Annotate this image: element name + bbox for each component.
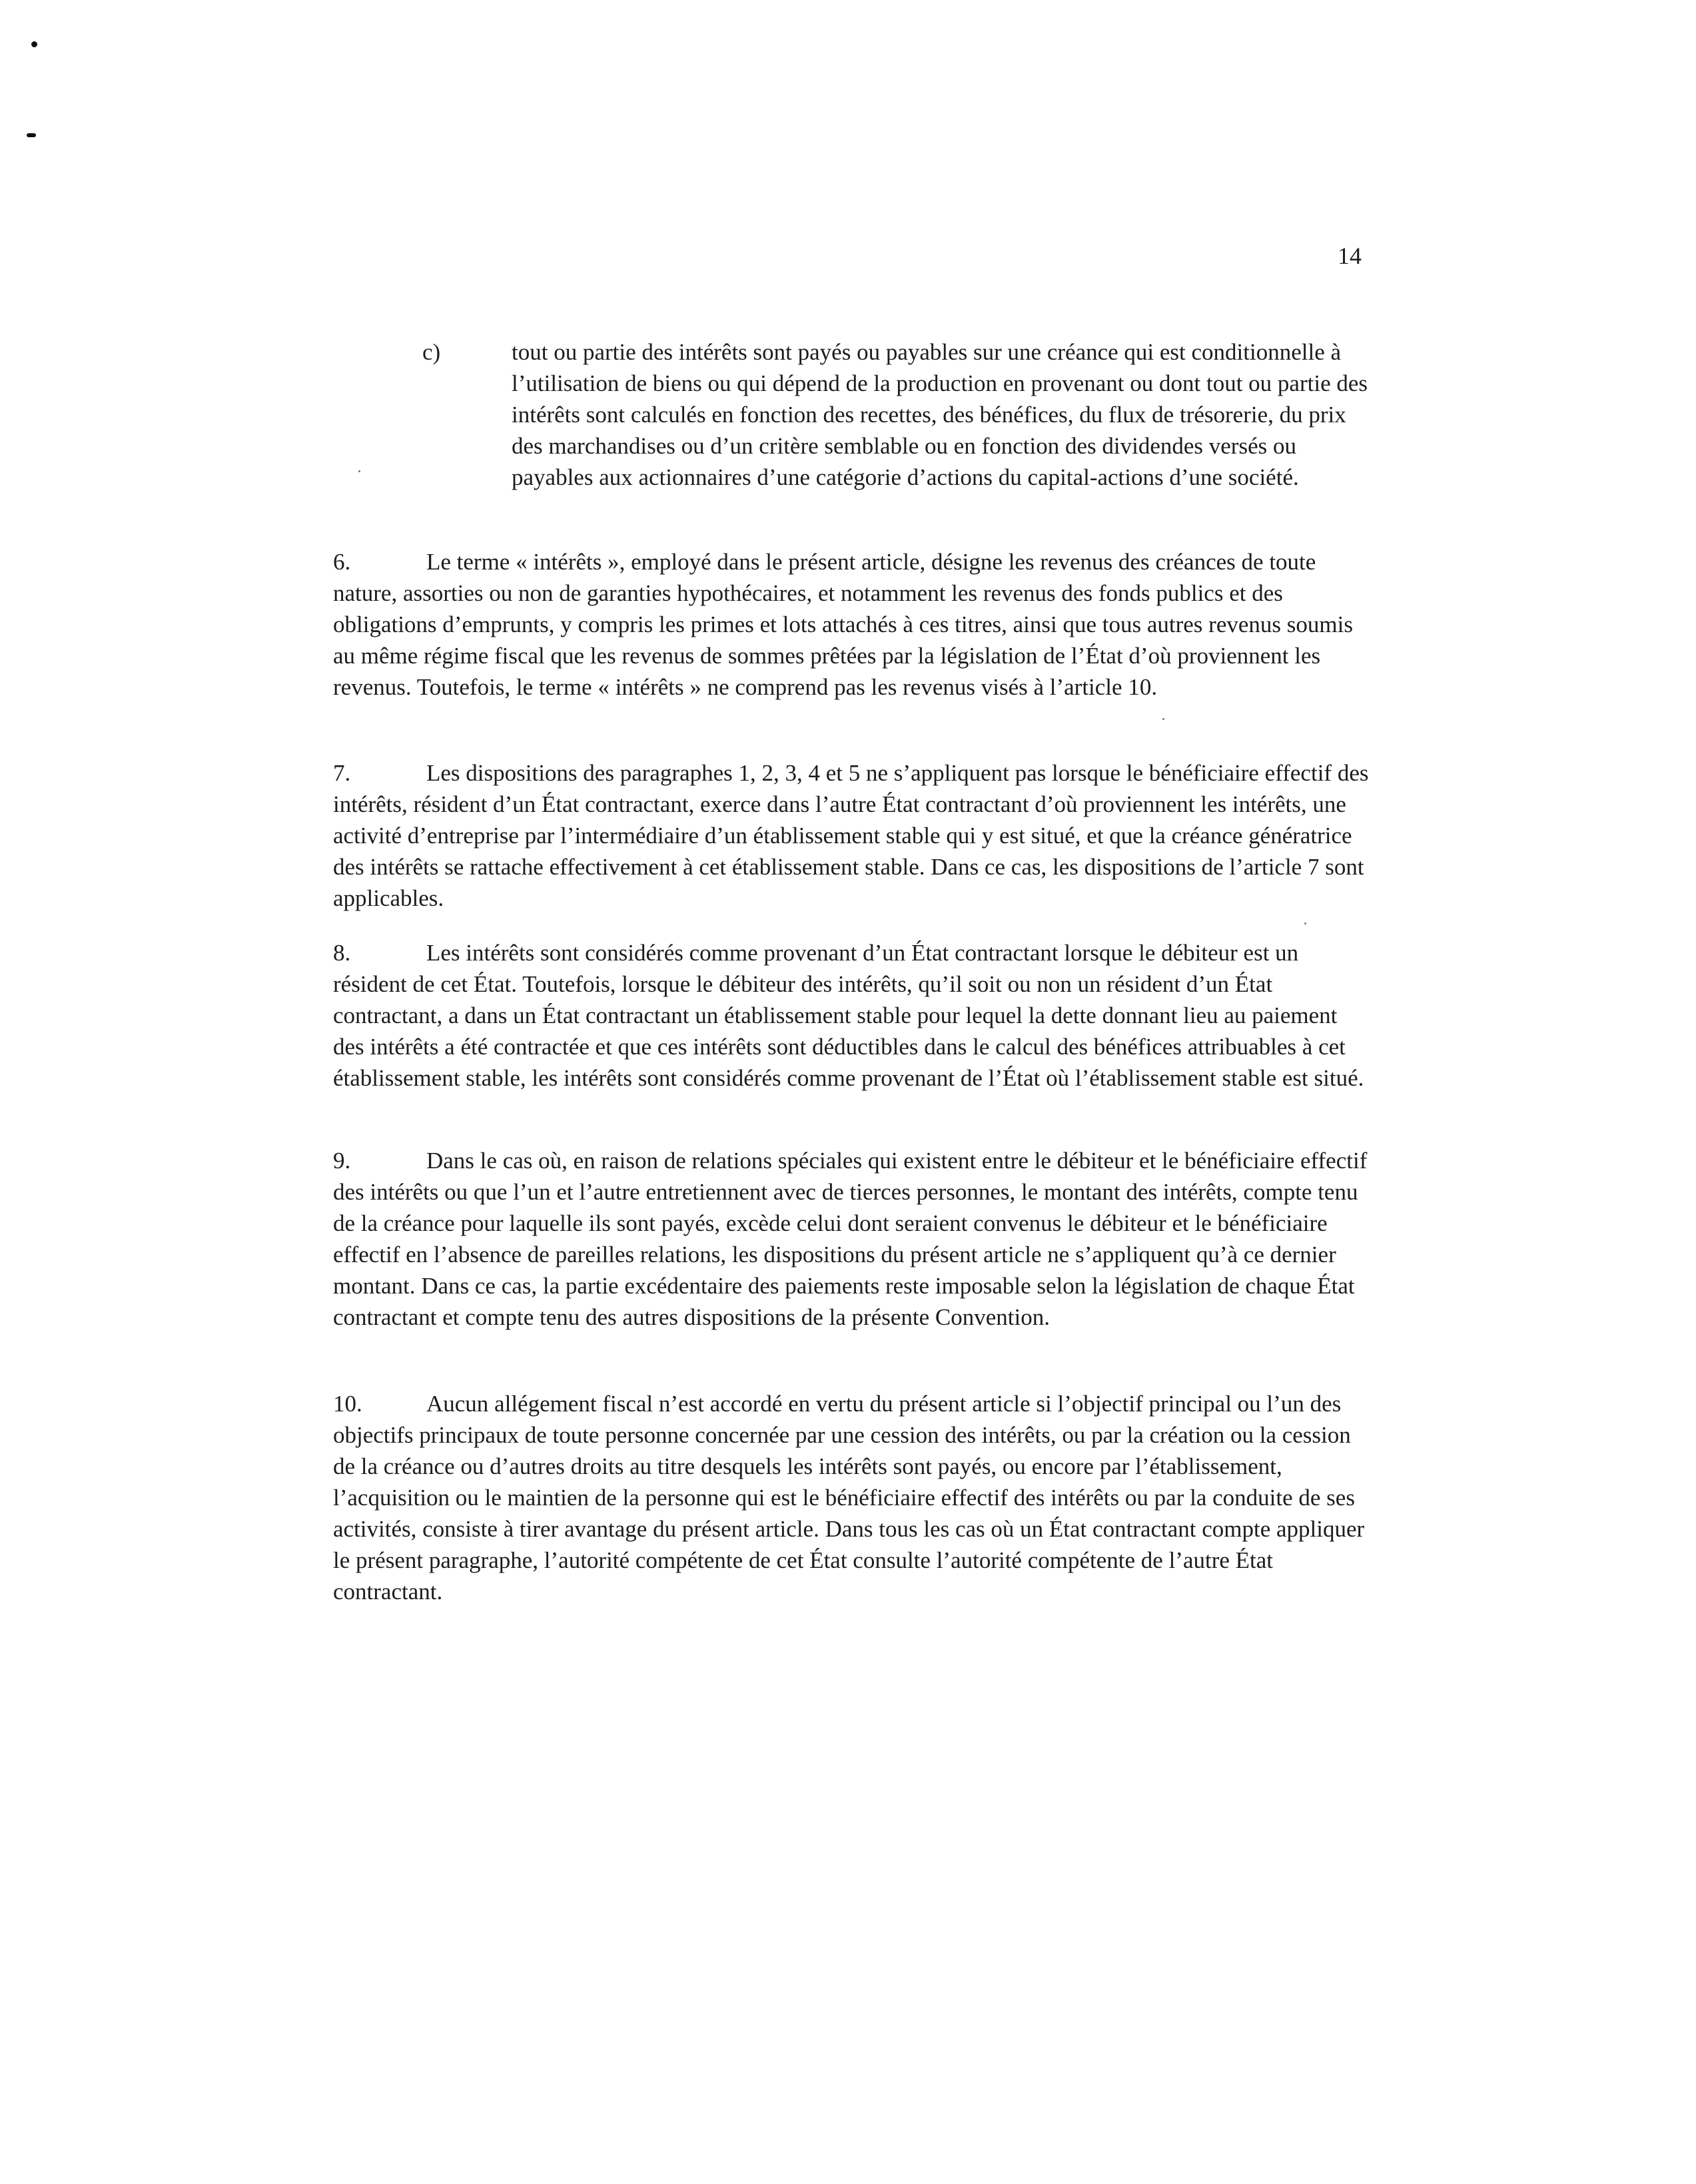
scan-mark-dot <box>31 41 37 47</box>
paragraph-text: Les dispositions des paragraphes 1, 2, 3, 4 et 5 ne s’appliquent pas lorsque le bénéficiaire effectif des intérêts, résident d’un État contractant, exerce dans l’autre État contractant d’où proviennent les intérêts, une activité d’entreprise par l’intermédiaire d’un établissement stable qui y est situé, et que la créance génératrice des intérêts se rattache effectivement à cet établissement stable. Dans ce cas, les dispositions de l’article 7 sont applicables. <box>333 760 1369 911</box>
paragraph-9 <box>333 1145 1369 1333</box>
scan-speck <box>358 470 360 472</box>
paragraph-text: Les intérêts sont considérés comme provenant d’un État contractant lorsque le débiteur est un résident de cet État. Toutefois, lorsque le débiteur des intérêts, qu’il soit ou non un résident d’un État contractant, a dans un État contractant un établissement stable pour lequel la dette donnant lieu au paiement des intérêts a été contractée et que ces intérêts sont déductibles dans le calcul des bénéfices attribuables à cet établissement stable, les intérêts sont considérés comme provenant de l’État où l’établissement stable est situé. <box>333 940 1364 1091</box>
paragraph-text: Dans le cas où, en raison de relations spéciales qui existent entre le débiteur et le bénéficiaire effectif des intérêts ou que l’un et l’autre entretiennent avec de tierces personnes, le montant des intérêts, compte tenu de la créance pour laquelle ils sont payés, excède celui dont seraient convenus le débiteur et le bénéficiaire effectif en l’absence de pareilles relations, les dispositions du présent article ne s’appliquent qu’à ce dernier montant. Dans ce cas, la partie excédentaire des paiements reste imposable selon la législation de chaque État contractant et compte tenu des autres dispositions de la présente Convention. <box>333 1148 1368 1330</box>
paragraph-10 <box>333 1388 1369 1607</box>
paragraph-number: 7. <box>333 760 351 786</box>
scan-mark-dash <box>27 133 36 137</box>
subparagraph-text: tout ou partie des intérêts sont payés ou payables sur une créance qui est conditionnelle à l’utilisation de biens ou qui dépend de la production en provenant ou dont tout ou partie des intérêts sont calculés en fonction des recettes, des bénéfices, du flux de trésorerie, du prix des marchandises ou d’un critère semblable ou en fonction des dividendes versés ou payables aux actionnaires d’une catégorie d’actions du capital-actions d’une société. <box>512 339 1368 490</box>
paragraph-number: 6. <box>333 549 351 575</box>
paragraph-number: 10. <box>333 1391 362 1417</box>
paragraph-number: 8. <box>333 940 351 966</box>
paragraph-6 <box>333 546 1369 703</box>
paragraph-text: Le terme « intérêts », employé dans le présent article, désigne les revenus des créances de toute nature, assorties ou non de garanties hypothécaires, et notamment les revenus des fonds publics et des obligations d’emprunts, y compris les primes et lots attachés à ces titres, ainsi que tous autres revenus soumis au même régime fiscal que les revenus de sommes prêtées par la législation de l’État d’où proviennent les revenus. Toutefois, le terme « intérêts » ne comprend pas les revenus visés à l’article 10. <box>333 549 1353 700</box>
subparagraph-label: c) <box>422 339 441 365</box>
paragraph-8 <box>333 937 1369 1094</box>
scan-speck <box>1304 922 1306 924</box>
paragraph-text: Aucun allégement fiscal n’est accordé en vertu du présent article si l’objectif principal ou l’un des objectifs principaux de toute personne concernée par une cession des intérêts, ou par la création ou la cession de la créance ou d’autres droits au titre desquels les intérêts sont payés, ou encore par l’établissement, l’acquisition ou le maintien de la personne qui est le bénéficiaire effectif des intérêts ou par la conduite de ses activités, consiste à tirer avantage du présent article. Dans tous les cas où un État contractant compte appliquer le présent paragraphe, l’autorité compétente de cet État consulte l’autorité compétente de l’autre État contractant. <box>333 1391 1365 1605</box>
scan-speck <box>1162 718 1164 720</box>
paragraph-number: 9. <box>333 1148 351 1174</box>
paragraph-7 <box>333 757 1369 914</box>
page-number: 14 <box>1338 242 1362 269</box>
subparagraph-c <box>422 336 1368 493</box>
